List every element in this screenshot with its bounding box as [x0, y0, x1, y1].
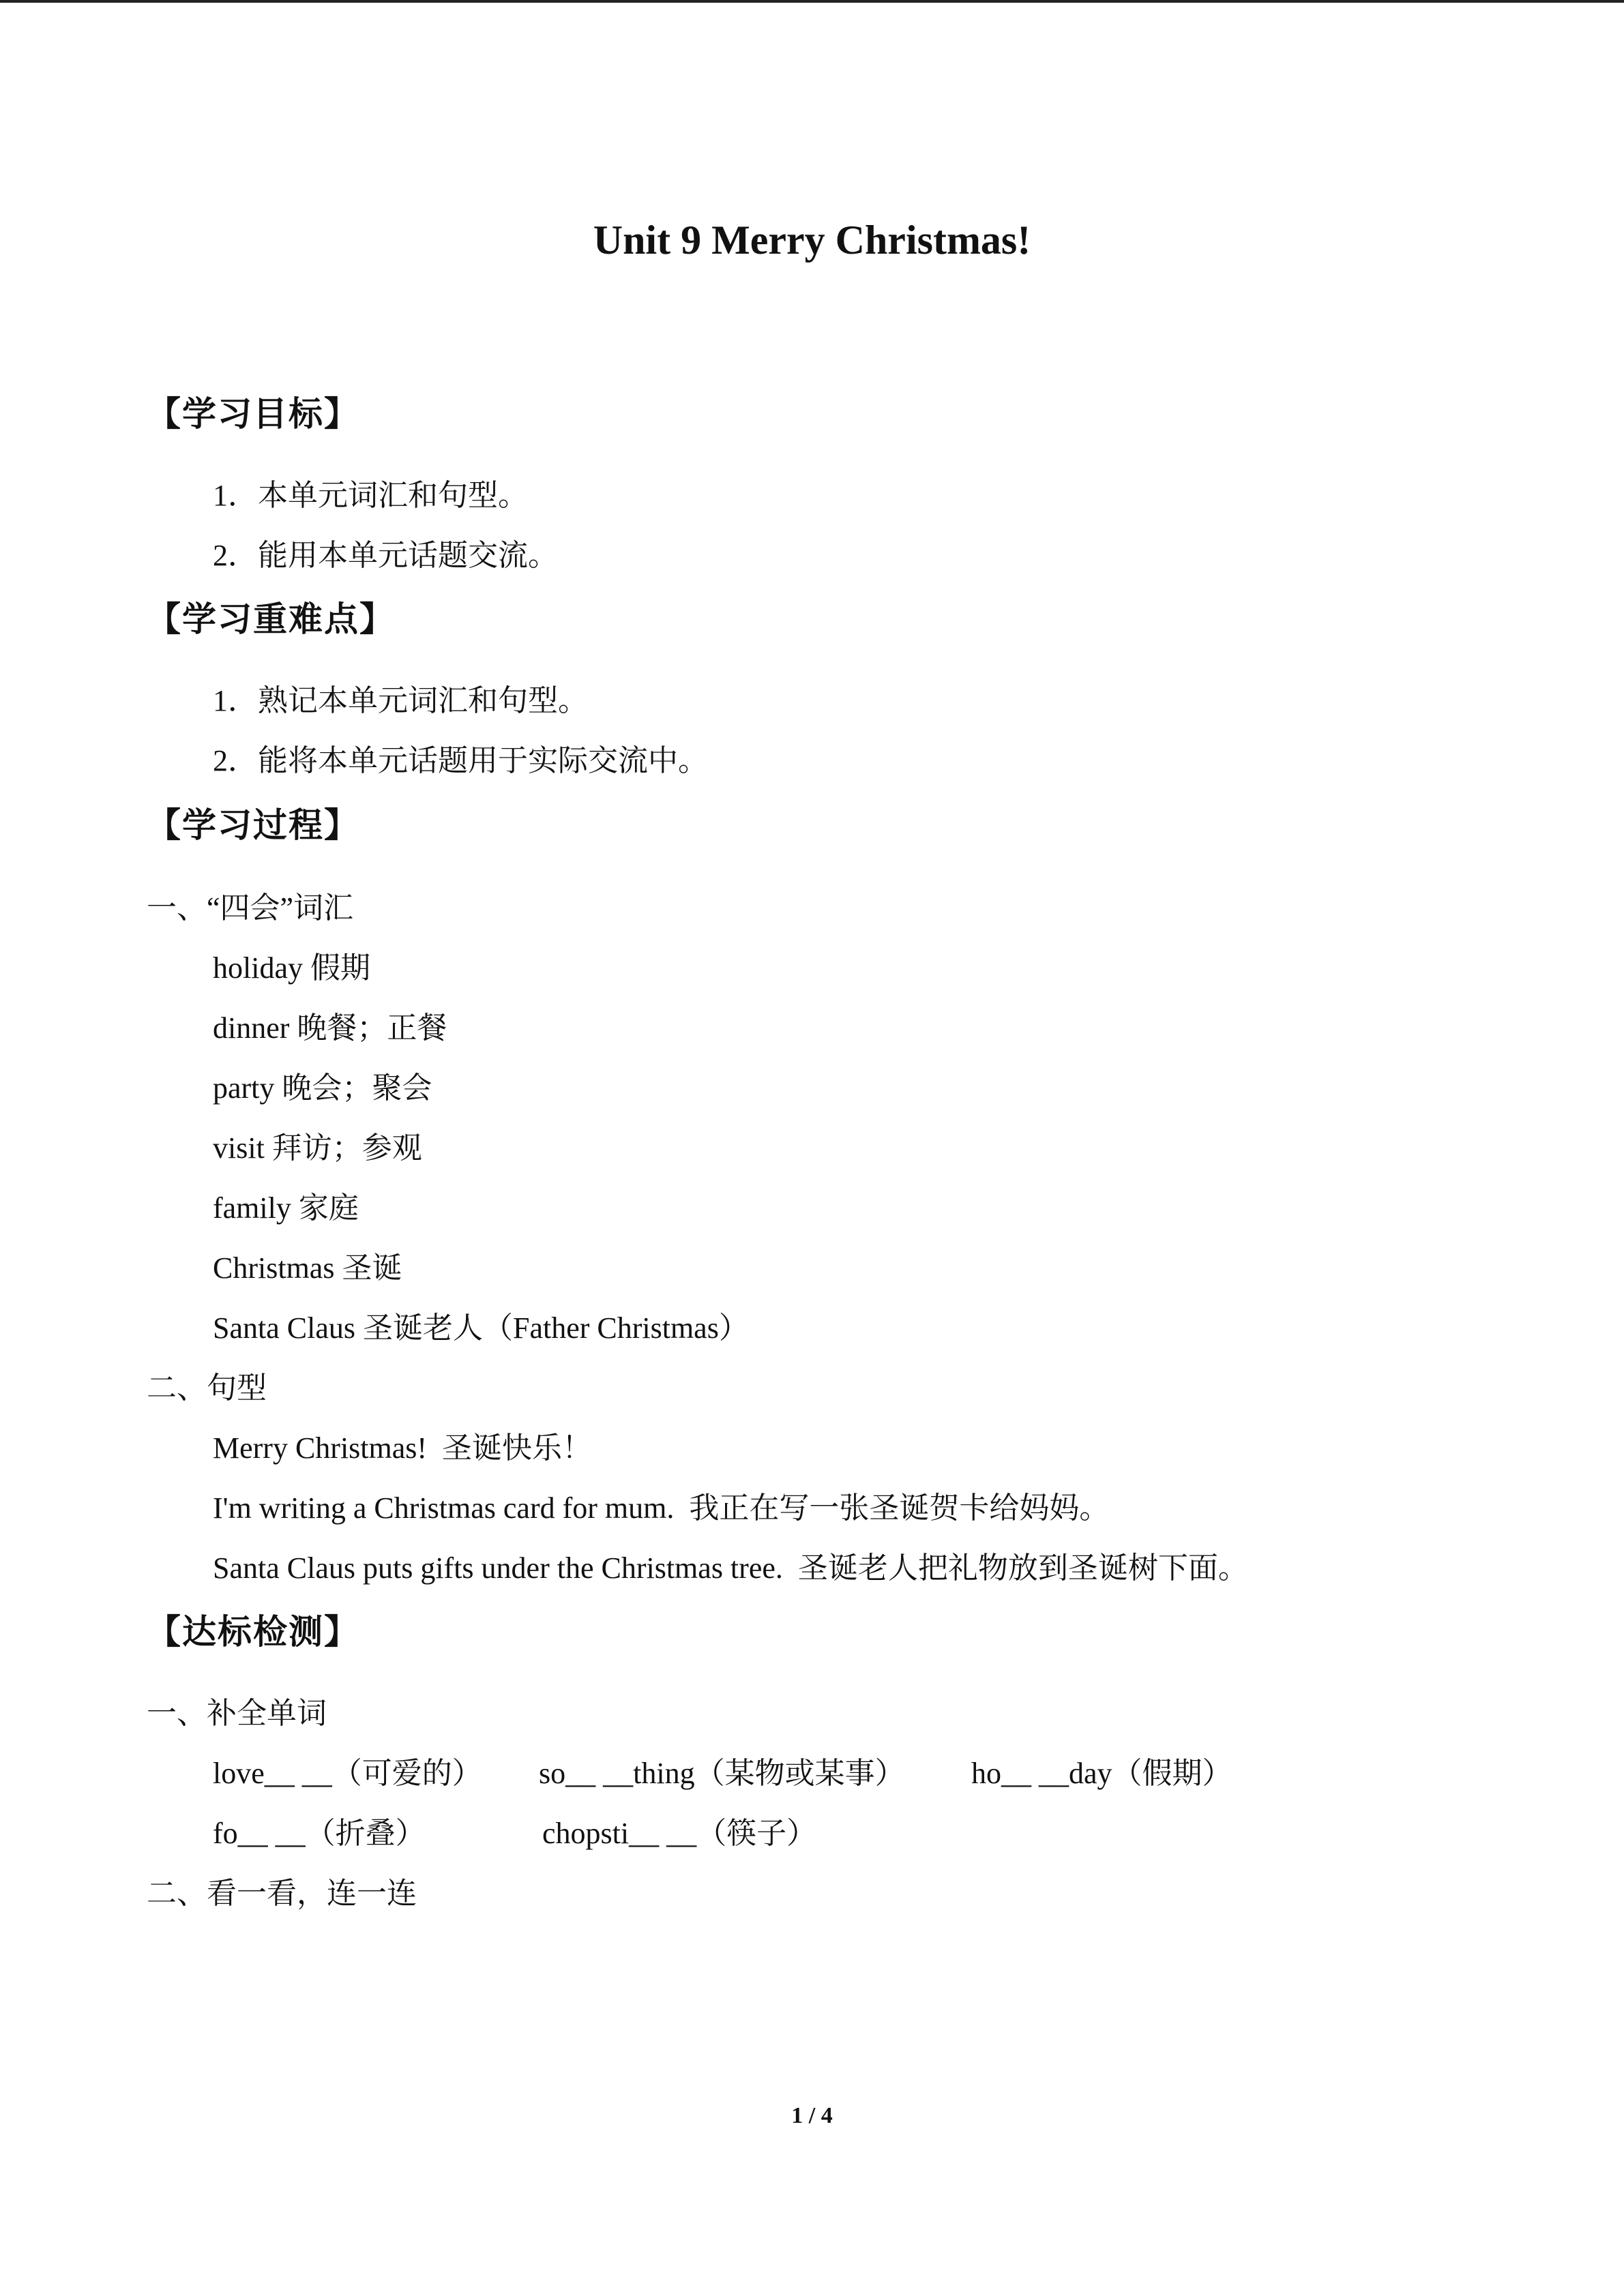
- fill-in-word: so__ __thing（某物或某事）: [539, 1757, 905, 1790]
- page-number: 1 / 4: [791, 2103, 833, 2128]
- top-border-rule: [0, 0, 1624, 3]
- sentences-label: 二、句型: [147, 1371, 267, 1405]
- key-point-item: 1．熟记本单元词汇和句型。: [213, 684, 588, 717]
- vocab-item: visit 拜访；参观: [213, 1131, 422, 1165]
- fill-in-word: ho__ __day（假期）: [971, 1757, 1232, 1790]
- vocab-item: dinner 晚餐；正餐: [213, 1011, 447, 1045]
- sentence-item: I'm writing a Christmas card for mum. 我正在写一张圣诞贺卡给妈妈。: [213, 1491, 1110, 1525]
- fill-in-word: love__ __（可爱的）: [213, 1757, 482, 1790]
- vocab-item: family 家庭: [213, 1191, 359, 1225]
- document-title: Unit 9 Merry Christmas!: [593, 218, 1031, 263]
- vocab-item: holiday 假期: [213, 951, 370, 985]
- section-heading-process: 【学习过程】: [147, 805, 359, 845]
- goal-item: 2．能用本单元话题交流。: [213, 539, 558, 572]
- vocab-item: party 晚会；聚会: [213, 1071, 432, 1105]
- test-part1-label: 一、补全单词: [147, 1697, 327, 1730]
- fill-in-word: fo__ __（折叠）: [213, 1817, 426, 1850]
- vocab-label: 一、“四会”词汇: [147, 891, 354, 925]
- fill-in-word: chopsti__ __（筷子）: [542, 1817, 817, 1850]
- goal-item: 1．本单元词汇和句型。: [213, 479, 528, 512]
- section-heading-key-points: 【学习重难点】: [147, 599, 395, 639]
- sentence-item: Merry Christmas! 圣诞快乐！: [213, 1431, 593, 1465]
- key-point-item: 2．能将本单元话题用于实际交流中。: [213, 744, 708, 777]
- vocab-item: Santa Claus 圣诞老人（Father Christmas）: [213, 1311, 749, 1345]
- vocab-item: Christmas 圣诞: [213, 1251, 402, 1285]
- section-heading-test: 【达标检测】: [147, 1612, 359, 1652]
- test-part2-label: 二、看一看，连一连: [147, 1877, 417, 1910]
- section-heading-goals: 【学习目标】: [147, 394, 359, 434]
- sentence-item: Santa Claus puts gifts under the Christmas tree. 圣诞老人把礼物放到圣诞树下面。: [213, 1551, 1248, 1585]
